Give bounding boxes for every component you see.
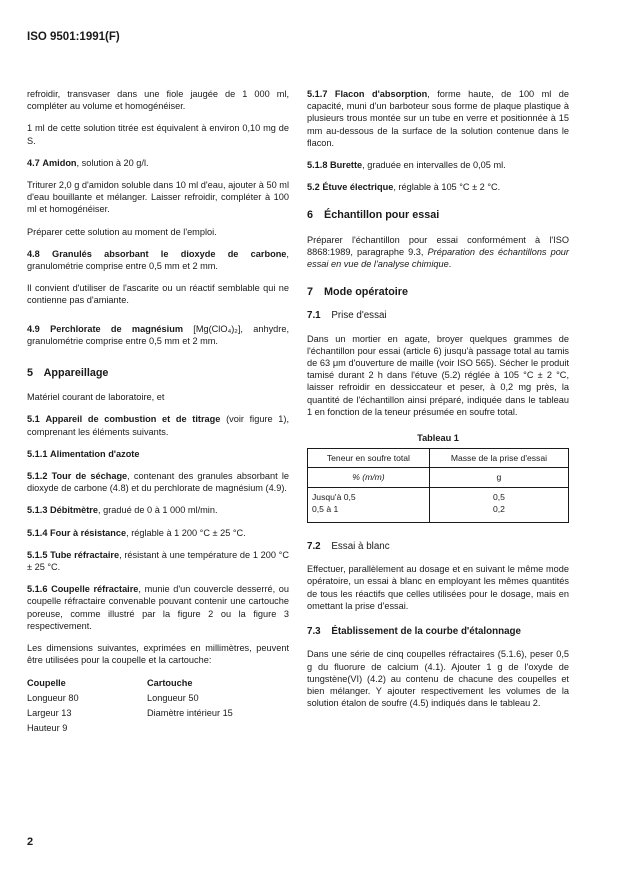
table-title: Tableau 1 bbox=[417, 433, 459, 444]
section-number: 5.1.5 bbox=[27, 549, 48, 560]
section-title: Alimentation d'azote bbox=[50, 448, 140, 459]
section-5-1-6 bbox=[27, 583, 289, 632]
section-title: Four à résistance bbox=[50, 527, 127, 538]
coupelle-column bbox=[27, 677, 147, 738]
section-number: 5.1.2 bbox=[27, 471, 48, 482]
section-number: 5.1.3 bbox=[27, 505, 48, 516]
heading-number: 6 bbox=[307, 209, 314, 222]
paragraph: Triturer 2,0 g d'amidon soluble dans 10 ml d'eau, ajouter à 50 ml d'eau bouillante et mélanger. Laisser refroidir, compléter à 100 ml et homogénéiser. bbox=[27, 180, 289, 215]
paragraph: Dans une série de cinq coupelles réfractaires (5.1.6), peser 0,5 g du fluorure de calcium (4.1). Ajouter 1 g de l'oxyde de tungstène(VI) (4.2) au contenu de chacune des coupelles et bien mélanger. Y ajouter respectivement les volumes de la solution étalon de soufre (4.5) indiqués dans le tableau 2. bbox=[307, 649, 569, 709]
cell-text: 0,5 à 1 bbox=[312, 503, 339, 514]
section-text: [Mg(ClO₄)₂], anhydre, granulométrie comprise entre 0,5 mm et 2 mm. bbox=[27, 323, 289, 346]
heading-prise-essai bbox=[307, 310, 569, 322]
paragraph: Matériel courant de laboratoire, et bbox=[27, 392, 165, 403]
dimension-item: Diamètre intérieur 15 bbox=[147, 707, 233, 718]
section-number: 5.1.4 bbox=[27, 527, 48, 538]
heading-essai-blanc bbox=[307, 541, 569, 553]
paragraph bbox=[307, 234, 569, 271]
table-cell bbox=[429, 487, 568, 518]
table-header-cell bbox=[429, 449, 568, 468]
heading-number: 7 bbox=[307, 286, 314, 299]
unit-cell: % (m/m) bbox=[308, 468, 430, 487]
cell-text: 0,5 bbox=[492, 491, 505, 502]
section-title: Coupelle réfractaire bbox=[51, 584, 139, 595]
coupelle-heading: Coupelle bbox=[27, 677, 66, 688]
section-title: Appareil de combustion et de titrage bbox=[45, 414, 221, 425]
section-text: (voir figure 1), comprenant les éléments suivants. bbox=[27, 414, 289, 437]
section-4-8 bbox=[27, 248, 289, 272]
section-title: Amidon bbox=[42, 157, 77, 168]
section-number: 5.1 bbox=[27, 414, 40, 425]
document-id: ISO 9501:1991(F) bbox=[27, 31, 120, 43]
section-title: Débitmètre bbox=[50, 505, 98, 516]
section-text: , contenant des granules absorbant le dioxyde de carbone (4.8) et du perchlorate de magnésium (4.9). bbox=[27, 471, 289, 494]
table-unit-row bbox=[308, 468, 569, 487]
table-1 bbox=[307, 448, 569, 523]
table-row bbox=[308, 487, 569, 518]
section-number: 5.1.1 bbox=[27, 448, 48, 459]
paragraph: Il convient d'utiliser de l'ascarite ou un réactif semblable qui ne contienne pas d'amiante. bbox=[27, 283, 289, 306]
paragraph: 1 ml de cette solution titrée est équivalent à environ 0,10 mg de S. bbox=[27, 123, 289, 146]
section-text: , forme haute, de 100 ml de capacité, muni d'un barboteur sous forme de plaque plastique à plusieurs trous montée sur un tube en verre et positionnée à 15 mm au-dessous de la surface de la solution contenue dans le flacon. bbox=[307, 89, 569, 148]
cell-text: 0,2 bbox=[492, 503, 505, 514]
heading-title: Échantillon pour essai bbox=[324, 209, 440, 222]
left-column bbox=[27, 88, 289, 737]
table-header-row bbox=[308, 449, 569, 468]
section-number: 4.8 bbox=[27, 248, 40, 259]
section-text: , résistant à une température de 1 200 °C ± 25 °C. bbox=[27, 549, 289, 573]
section-4-9 bbox=[27, 323, 289, 347]
cell-text: Jusqu'à 0,5 bbox=[312, 491, 356, 502]
cartouche-column bbox=[147, 677, 267, 738]
heading-echantillon bbox=[307, 209, 569, 221]
section-title: Burette bbox=[330, 160, 363, 171]
text-run: . bbox=[448, 259, 452, 270]
section-5-1-7 bbox=[307, 88, 569, 149]
paragraph: refroidir, transvaser dans une fiole jaugée de 1 000 ml, compléter au volume et homogénéiser. bbox=[27, 89, 289, 112]
section-number: 4.7 bbox=[27, 157, 40, 168]
heading-appareillage bbox=[27, 367, 289, 379]
section-text: , gradué de 0 à 1 000 ml/min. bbox=[98, 505, 218, 516]
italic-title: Préparation des échantillons pour essai en vue de l'analyse chimique bbox=[307, 246, 569, 270]
table-cell bbox=[308, 487, 430, 518]
heading-number: 5 bbox=[27, 367, 34, 380]
cartouche-heading: Cartouche bbox=[147, 677, 193, 688]
section-number: 5.2 bbox=[307, 182, 320, 193]
paragraph: Les dimensions suivantes, exprimées en millimètres, peuvent être utilisées pour la coupelle et la cartouche: bbox=[27, 643, 289, 666]
right-column bbox=[307, 88, 569, 719]
section-5-1-2 bbox=[27, 470, 289, 494]
section-5-1-3 bbox=[27, 504, 289, 516]
heading-number: 7.3 bbox=[307, 626, 321, 638]
heading-etalonnage bbox=[307, 626, 569, 638]
header-label: Masse de la prise d'essai bbox=[450, 453, 548, 464]
table-cell bbox=[308, 518, 430, 523]
dimension-item: Longueur 50 bbox=[147, 692, 199, 703]
section-number: 5.1.7 bbox=[307, 89, 328, 99]
table-bottom-row bbox=[308, 518, 569, 523]
section-text: , granulométrie comprise entre 0,5 mm et 2 mm. bbox=[27, 248, 289, 272]
section-5-1 bbox=[27, 413, 289, 437]
header-label: Teneur en soufre total bbox=[326, 453, 410, 464]
table-header-cell bbox=[308, 449, 430, 468]
unit-cell: g bbox=[429, 468, 568, 487]
heading-mode-operatoire bbox=[307, 286, 569, 298]
section-5-2 bbox=[307, 181, 569, 193]
heading-title: Appareillage bbox=[43, 367, 109, 380]
dimension-item: Hauteur 9 bbox=[27, 723, 68, 734]
paragraph: Préparer cette solution au moment de l'emploi. bbox=[27, 226, 217, 237]
section-text: , réglable à 105 °C ± 2 °C. bbox=[393, 182, 501, 193]
section-5-1-1 bbox=[27, 448, 289, 460]
section-number: 5.1.8 bbox=[307, 160, 328, 171]
section-5-1-5 bbox=[27, 549, 289, 573]
section-text: , graduée en intervalles de 0,05 ml. bbox=[362, 160, 506, 171]
section-5-1-8 bbox=[307, 159, 569, 171]
heading-title: Établissement de la courbe d'étalonnage bbox=[331, 626, 521, 638]
dimension-item: Longueur 80 bbox=[27, 692, 79, 703]
heading-title: Mode opératoire bbox=[324, 286, 409, 299]
section-4-7 bbox=[27, 157, 289, 169]
section-text: , réglable à 1 200 °C ± 25 °C. bbox=[126, 527, 246, 538]
section-number: 4.9 bbox=[27, 323, 40, 334]
section-5-1-4 bbox=[27, 527, 289, 539]
section-text: , munie d'un couvercle desserré, ou coupelle réfractaire convenable pouvant contenir une cartouche poreuse, comme illustré par la figure 2 ou la figure 3 respectivement. bbox=[27, 584, 289, 631]
page-number: 2 bbox=[27, 836, 34, 848]
text-run: Préparer l'échantillon pour essai conformément à l'ISO 8868:1989, paragraphe 9.3, bbox=[307, 234, 569, 257]
section-number: 5.1.6 bbox=[27, 584, 48, 595]
section-title: Granulés absorbant le dioxyde de carbone bbox=[52, 248, 287, 259]
section-title: Étuve électrique bbox=[322, 182, 394, 193]
section-text: , solution à 20 g/l. bbox=[76, 157, 149, 168]
heading-title: Essai à blanc bbox=[331, 541, 390, 553]
paragraph: Effectuer, parallèlement au dosage et en suivant le même mode opératoire, un essai à blanc en employant les mêmes quantités de tous les réactifs que celles utilisées pour le dosage, mais en omettant la prise d'essai. bbox=[307, 564, 569, 611]
heading-title: Prise d'essai bbox=[331, 310, 387, 322]
dimension-item: Largeur 13 bbox=[27, 707, 72, 718]
paragraph: Dans un mortier en agate, broyer quelques grammes de l'échantillon pour essai (article 6) jusqu'à passage total au tamis de 63 μm d'ouverture de maille (voir ISO 565). Sécher le produit tamisé durant 2 h dans l'étuve (5.2) réglée à 105 °C ± 2 °C, laisser refroidir en dessiccateur et peser, à 0,2 mg près, la quantité de l'échantillon ainsi préparé, indiquée dans le tableau 1 en fonction de la teneur présumée en soufre total. bbox=[307, 333, 569, 417]
section-title: Tour de séchage bbox=[51, 471, 128, 482]
section-title: Tube réfractaire bbox=[50, 549, 120, 560]
heading-number: 7.2 bbox=[307, 541, 321, 553]
heading-number: 7.1 bbox=[307, 310, 321, 322]
section-title: Perchlorate de magnésium bbox=[50, 323, 183, 334]
table-cell bbox=[429, 518, 568, 523]
dimensions-list bbox=[27, 677, 289, 738]
section-title: Flacon d'absorption bbox=[334, 89, 428, 99]
